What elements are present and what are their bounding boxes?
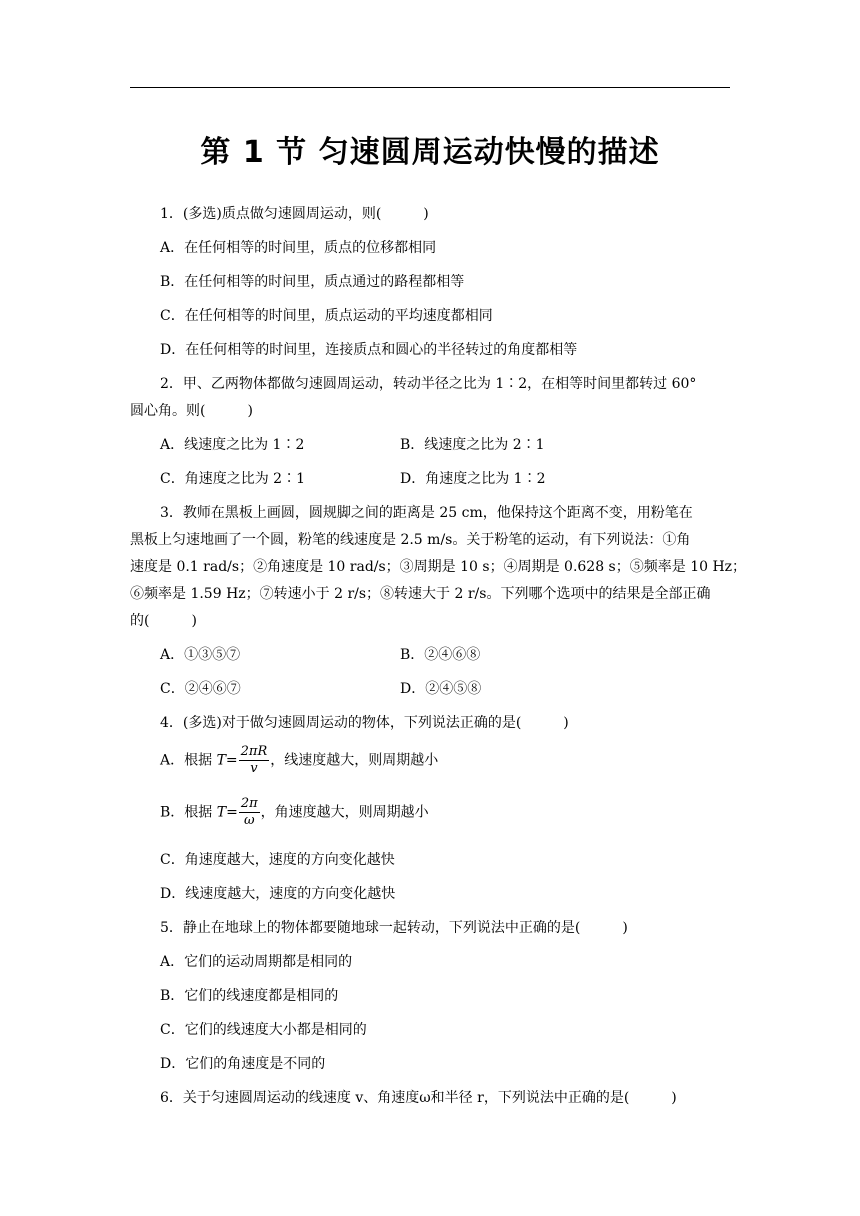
question-5-stem: 5．静止在地球上的物体都要随地球一起转动，下列说法中正确的是( ): [160, 920, 628, 936]
fraction-numerator: 2πR: [240, 744, 268, 759]
question-5-option-d: D．它们的角速度是不同的: [160, 1056, 326, 1072]
question-2-stem-line-2: 圆心角。则( ): [130, 403, 253, 419]
question-3-stem-line-2: 黑板上匀速地画了一个圆，粉笔的线速度是 2.5 m/s。关于粉笔的运动，有下列说法：①角: [130, 532, 691, 548]
question-5-option-c: C．它们的线速度大小都是相同的: [160, 1022, 367, 1038]
question-2-option-b: B．线速度之比为 2∶1: [400, 437, 545, 453]
fraction-denominator: ω: [243, 813, 255, 828]
option-a-suffix: ，线速度越大，则周期越小: [270, 752, 439, 769]
page-title: 第 1 节 匀速圆周运动快慢的描述: [200, 135, 660, 170]
question-1-option-b: B．在任何相等的时间里，质点通过的路程都相等: [160, 274, 465, 290]
question-3-stem-line-4: ⑥频率是 1.59 Hz；⑦转速小于 2 r/s；⑧转速大于 2 r/s。下列哪个选项中的结果是全部正确: [130, 586, 711, 602]
question-6-stem: 6．关于匀速圆周运动的线速度 v、角速度ω和半径 r，下列说法中正确的是( ): [160, 1090, 677, 1106]
question-4-option-d: D．线速度越大，速度的方向变化越快: [160, 886, 396, 902]
question-3-option-a: A．①③⑤⑦: [160, 647, 241, 663]
formula-equals: =: [226, 804, 238, 821]
question-4-option-c: C．角速度越大，速度的方向变化越快: [160, 852, 395, 868]
formula-var-t: T: [216, 804, 227, 821]
question-1-stem: 1．(多选)质点做匀速圆周运动，则( ): [160, 206, 429, 222]
option-b-prefix: B．根据: [160, 804, 217, 821]
question-1-option-a: A．在任何相等的时间里，质点的位移都相同: [160, 240, 437, 256]
question-4-stem: 4．(多选)对于做匀速圆周运动的物体，下列说法正确的是( ): [160, 715, 569, 731]
question-5-option-a: A．它们的运动周期都是相同的: [160, 954, 353, 970]
question-4-option-b: [160, 796, 429, 829]
question-2-option-a: A．线速度之比为 1∶2: [160, 437, 305, 453]
question-3-option-b: B．②④⑥⑧: [400, 647, 481, 663]
question-3-option-d: D．②④⑤⑧: [400, 681, 482, 697]
fraction-numerator: 2π: [240, 796, 258, 811]
question-4-option-a: [160, 744, 438, 777]
question-1-option-d: D．在任何相等的时间里，连接质点和圆心的半径转过的角度都相等: [160, 342, 578, 358]
question-3-option-c: C．②④⑥⑦: [160, 681, 241, 697]
option-b-suffix: ，角速度越大，则周期越小: [260, 804, 429, 821]
question-3-stem-line-3: 速度是 0.1 rad/s；②角速度是 10 rad/s；③周期是 10 s；④周期是 0.628 s；⑤频率是 10 Hz；: [130, 559, 747, 575]
formula-var-t: T: [216, 752, 226, 769]
fraction-denominator: v: [250, 761, 258, 776]
question-3-stem-line-1: 3．教师在黑板上画圆，圆规脚之间的距离是 25 cm，他保持这个距离不变，用粉笔在: [160, 505, 693, 521]
question-2-option-d: D．角速度之比为 1∶2: [400, 471, 546, 487]
option-a-prefix: A．根据: [160, 752, 217, 769]
question-1-option-c: C．在任何相等的时间里，质点运动的平均速度都相同: [160, 308, 493, 324]
question-3-stem-line-5: 的( ): [130, 613, 197, 629]
header-rule: [130, 87, 730, 88]
question-2-option-c: C．角速度之比为 2∶1: [160, 471, 305, 487]
fraction-2pi-over-omega: [239, 796, 260, 829]
question-2-stem-line-1: 2．甲、乙两物体都做匀速圆周运动，转动半径之比为 1∶2，在相等时间里都转过 60°: [160, 376, 697, 392]
fraction-2pir-over-v: [239, 744, 270, 777]
question-5-option-b: B．它们的线速度都是相同的: [160, 988, 339, 1004]
formula-equals: =: [225, 752, 238, 769]
